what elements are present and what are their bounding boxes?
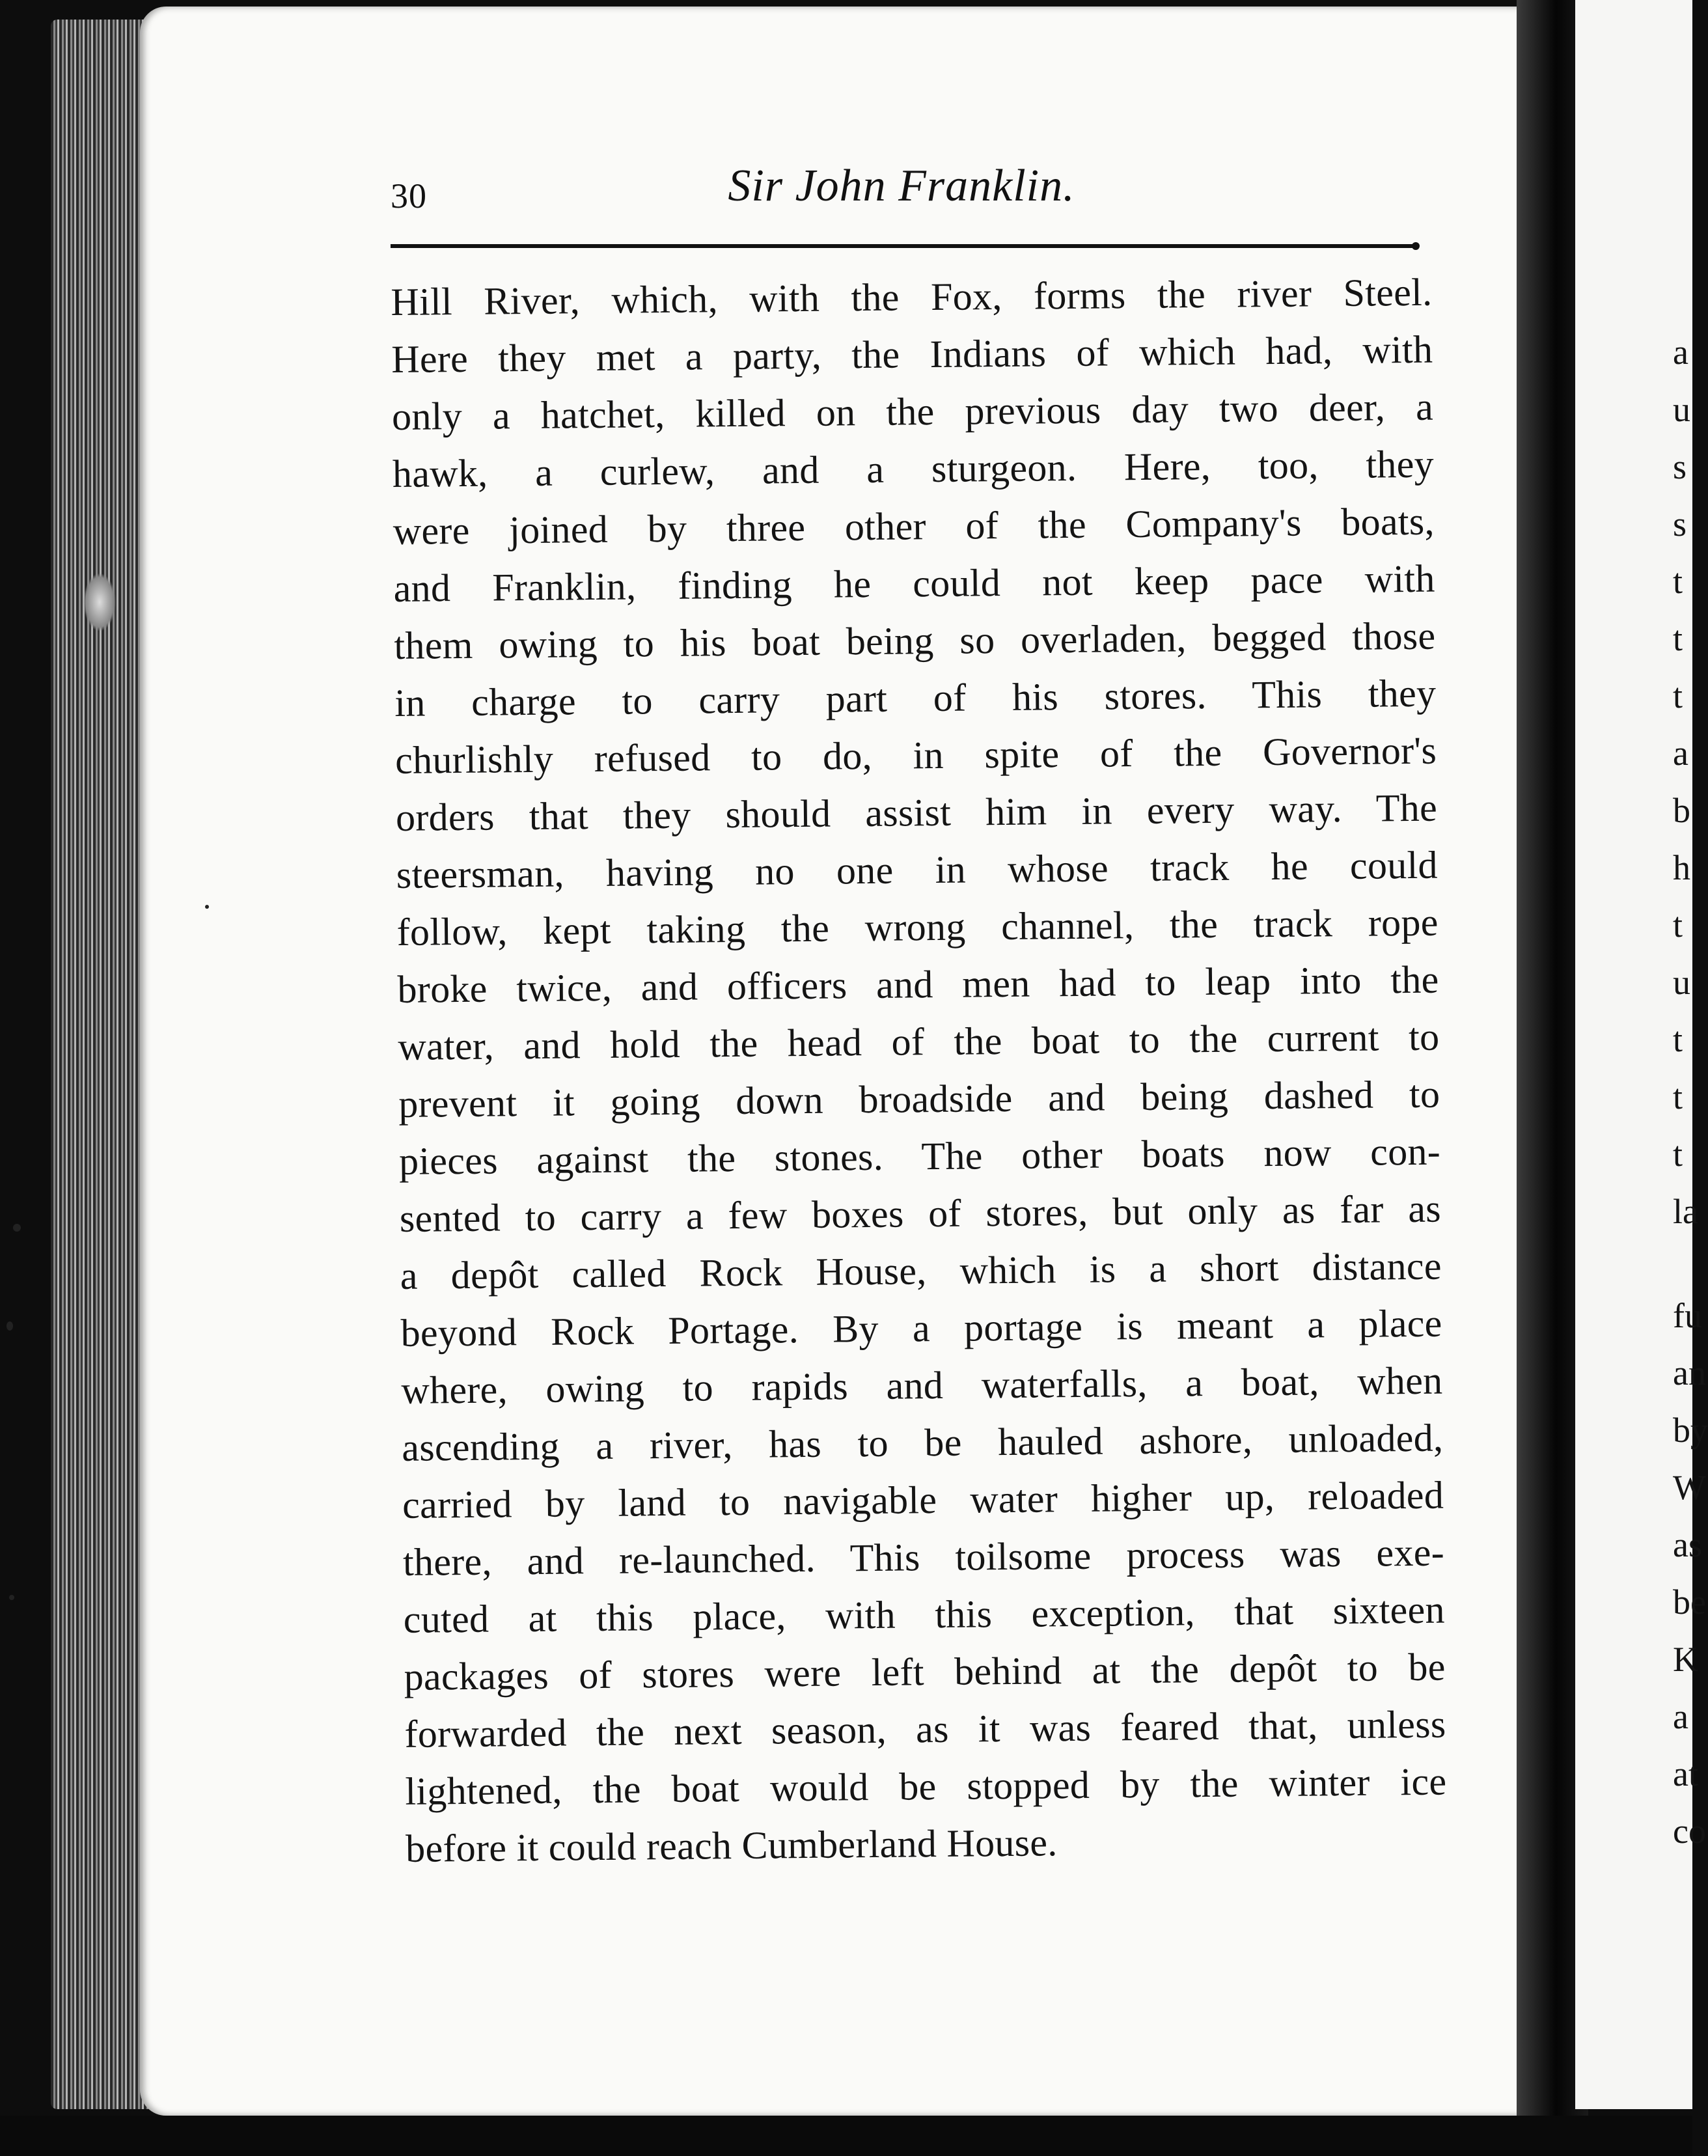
right-page-fragment: s xyxy=(1673,504,1687,544)
right-page-fragment: W xyxy=(1673,1468,1706,1507)
text-line: broke twice, and officers and men had to leap into the xyxy=(397,958,1439,1011)
right-page-fragment: a xyxy=(1673,734,1688,773)
text-line: hawk, a curlew, and a sturgeon. Here, too, they xyxy=(392,442,1435,495)
right-page-fragment: la xyxy=(1673,1192,1698,1231)
text-line: Hill River, which, with the Fox, forms the river Steel. xyxy=(391,270,1433,324)
right-page-fragment: co xyxy=(1673,1812,1706,1851)
running-title: Sir John Franklin. xyxy=(728,161,1075,211)
text-line: Here they met a party, the Indians of which had, with xyxy=(391,327,1433,381)
text-line: there, and re-launched. This toilsome process was exe- xyxy=(402,1530,1445,1584)
scan-speck xyxy=(7,1321,13,1331)
right-page-fragment: b xyxy=(1673,791,1690,830)
scan-speck xyxy=(13,1224,21,1232)
right-page-fragment: s xyxy=(1673,447,1687,486)
text-line: cuted at this place, with this exception, that sixteen xyxy=(403,1588,1446,1641)
right-page-fragment: t xyxy=(1673,1077,1683,1116)
text-line: churlishly refused to do, in spite of the Governor's xyxy=(394,728,1437,782)
text-line: and Franklin, finding he could not keep pace with xyxy=(393,557,1435,610)
right-page-fragment: t xyxy=(1673,1135,1683,1174)
right-page-fragment: be xyxy=(1673,1582,1706,1622)
right-page-fragment: t xyxy=(1673,619,1683,658)
page-number: 30 xyxy=(391,176,427,215)
right-page-fragment: t xyxy=(1673,905,1683,945)
text-line: pieces against the stones. The other boats now con- xyxy=(398,1129,1441,1183)
right-page-fragment: K xyxy=(1673,1640,1698,1679)
right-page-fragment: u xyxy=(1673,390,1690,429)
right-page-fragment: h xyxy=(1673,848,1690,887)
scan-speck xyxy=(9,1595,14,1600)
text-line: were joined by three other of the Company's boats, xyxy=(393,499,1435,553)
text-line: a depôt called Rock House, which is a short distance xyxy=(400,1244,1442,1297)
right-page-fragment: an xyxy=(1673,1353,1706,1392)
right-page-fragment: a xyxy=(1673,333,1688,372)
text-line: beyond Rock Portage. By a portage is meant a place xyxy=(400,1301,1442,1355)
text-line: ascending a river, has to be hauled ashore, unloaded, xyxy=(402,1416,1444,1469)
text-line: follow, kept taking the wrong channel, the track rope xyxy=(396,900,1439,954)
text-line: forwarded the next season, as it was feared that, unless xyxy=(404,1702,1446,1756)
text-line: orders that they should assist him in every way. The xyxy=(395,786,1438,839)
text-line: only a hatchet, killed on the previous day two deer, a xyxy=(391,385,1434,438)
right-page-fragment: by xyxy=(1673,1411,1708,1450)
text-line: in charge to carry part of his stores. This they xyxy=(394,671,1437,725)
right-page-fragment: t xyxy=(1673,676,1683,715)
text-line: carried by land to navigable water higher up, reloaded xyxy=(402,1473,1444,1527)
text-line: packages of stores were left behind at the depôt to be xyxy=(404,1645,1446,1698)
text-line: before it could reach Cumberland House. xyxy=(405,1821,1058,1870)
text-line: where, owing to rapids and waterfalls, a boat, when xyxy=(401,1359,1443,1412)
right-page-fragment: fu xyxy=(1673,1296,1702,1335)
text-line: lightened, the boat would be stopped by the winter ice xyxy=(405,1760,1447,1813)
text-line: sented to carry a few boxes of stores, but only as far as xyxy=(399,1187,1442,1240)
scan-speck xyxy=(205,905,209,909)
right-page-fragment: u xyxy=(1673,963,1690,1002)
right-page-fragment: t xyxy=(1673,562,1683,601)
text-line: them owing to his boat being so overladen, begged those xyxy=(394,614,1436,667)
right-page-fragment: a xyxy=(1673,1697,1688,1736)
right-page-fragment: t xyxy=(1673,1020,1683,1059)
right-page-fragment: as xyxy=(1673,1525,1702,1564)
text-line: water, and hold the head of the boat to the current to xyxy=(398,1015,1440,1068)
text-line: steersman, having no one in whose track he could xyxy=(396,843,1439,896)
right-page-fragment: at xyxy=(1673,1754,1698,1793)
text-line: prevent it going down broadside and being dashed to xyxy=(398,1072,1440,1126)
